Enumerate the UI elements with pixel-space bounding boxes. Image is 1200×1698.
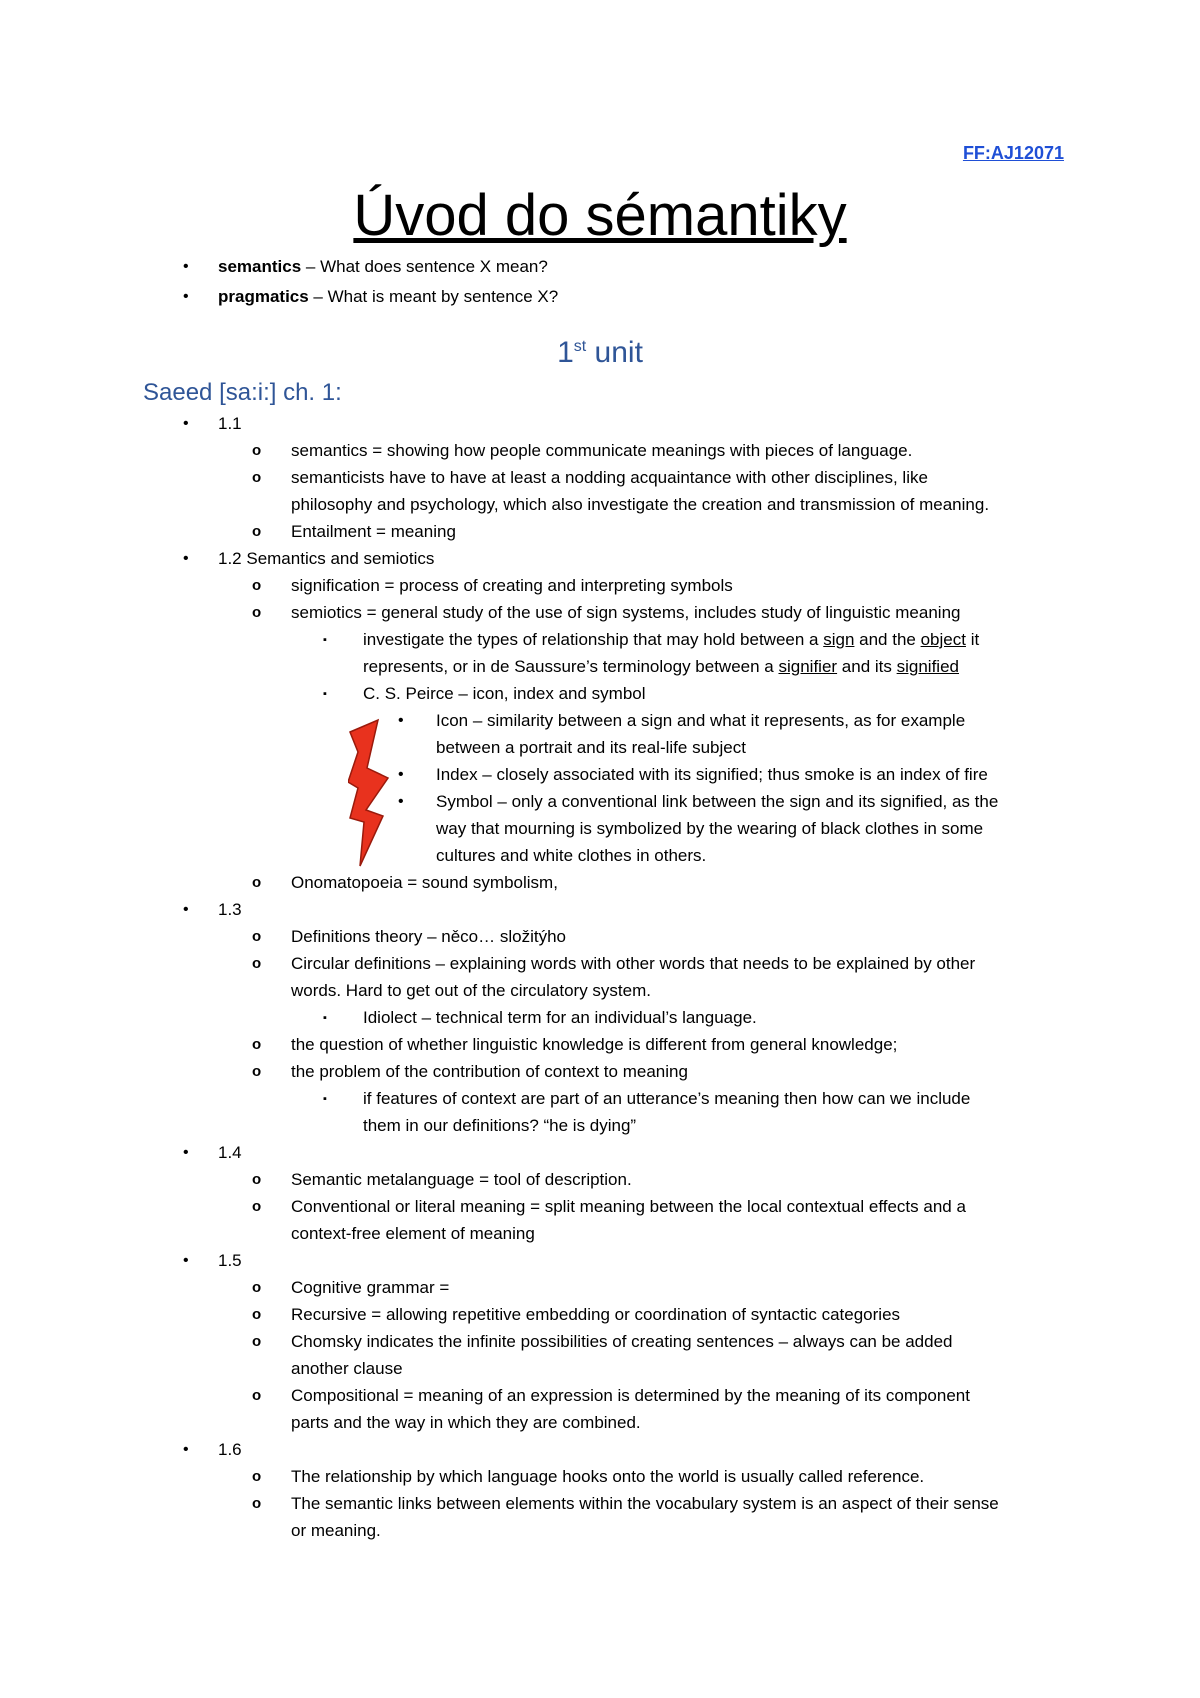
bullet-symbol: • <box>183 901 189 918</box>
list-item-cont: or meaning. <box>291 1521 381 1540</box>
list-item: Chomsky indicates the infinite possibilities of creating sentences – always can be added <box>291 1332 953 1351</box>
bullet-symbol: ▪ <box>323 688 327 700</box>
list-item: the problem of the contribution of context to meaning <box>291 1062 688 1081</box>
unit-sup: st <box>573 338 587 355</box>
list-item: Recursive = allowing repetitive embedding or coordination of syntactic categories <box>291 1305 901 1324</box>
section-1-5: 1.5 <box>218 1251 242 1270</box>
bullet-symbol: o <box>252 1171 262 1188</box>
bullet-symbol: o <box>252 1063 262 1080</box>
term-signifier: signifier <box>778 657 838 676</box>
list-item: Entailment = meaning <box>291 522 456 541</box>
bullet-symbol: o <box>252 577 262 594</box>
bullet-symbol: o <box>252 1387 262 1404</box>
section-1-1: 1.1 <box>218 414 242 433</box>
bullet-symbol: o <box>252 1468 262 1485</box>
list-item: Compositional = meaning of an expression is determined by the meaning of its component <box>291 1386 970 1405</box>
list-item: Index – closely associated with its signified; thus smoke is an index of fire <box>436 765 988 784</box>
list-item: C. S. Peirce – icon, index and symbol <box>363 684 646 703</box>
bullet-symbol: o <box>252 928 262 945</box>
text-segment: represents, or in de Saussure’s terminology between a <box>363 657 779 676</box>
bullet-symbol: • <box>398 766 404 783</box>
list-item-cont: between a portrait and its real-life subject <box>436 738 746 757</box>
list-item: semantics = showing how people communicate meanings with pieces of language. <box>291 441 913 460</box>
unit-number: 1 <box>557 336 574 369</box>
list-item: Definitions theory – něco… složitýho <box>291 927 566 946</box>
bullet-symbol: • <box>183 288 189 305</box>
list-item: semiotics = general study of the use of sign systems, includes study of linguistic meaning <box>291 603 961 622</box>
bullet-symbol: o <box>252 1036 262 1053</box>
section-1-4: 1.4 <box>218 1143 242 1162</box>
bullet-symbol: o <box>252 442 262 459</box>
list-item-cont: context-free element of meaning <box>291 1224 535 1243</box>
lightning-bolt-icon <box>348 718 398 868</box>
text-segment: and the <box>854 630 921 649</box>
bullet-symbol: o <box>252 1495 262 1512</box>
list-item-cont: them in our definitions? “he is dying” <box>363 1116 637 1135</box>
bullet-symbol: • <box>398 793 404 810</box>
list-item: The relationship by which language hooks onto the world is usually called reference. <box>291 1467 925 1486</box>
list-item-cont <box>363 656 959 678</box>
list-item: Icon – similarity between a sign and what it represents, as for example <box>436 711 966 730</box>
unit-heading <box>0 334 1200 372</box>
list-item-cont: philosophy and psychology, which also investigate the creation and transmission of meaning. <box>291 495 990 514</box>
term-object: object <box>920 630 966 649</box>
bullet-symbol: ▪ <box>323 1093 327 1105</box>
list-item: Semantic metalanguage = tool of description. <box>291 1170 632 1189</box>
page-title: Úvod do sémantiky <box>353 183 847 248</box>
list-item: Conventional or literal meaning = split meaning between the local contextual effects and a <box>291 1197 966 1216</box>
list-item: The semantic links between elements within the vocabulary system is an aspect of their sense <box>291 1494 999 1513</box>
intro-semantics <box>218 256 548 278</box>
bullet-symbol: ▪ <box>323 634 327 646</box>
bullet-symbol: • <box>183 1144 189 1161</box>
term-signified: signified <box>896 657 959 676</box>
unit-label: unit <box>586 336 643 369</box>
bullet-symbol: o <box>252 469 262 486</box>
list-item-cont: parts and the way in which they are combined. <box>291 1413 641 1432</box>
section-heading-saeed: Saeed [sa:i:] ch. 1: <box>143 379 342 406</box>
section-1-6: 1.6 <box>218 1440 242 1459</box>
list-item: the question of whether linguistic knowledge is different from general knowledge; <box>291 1035 898 1054</box>
list-item: if features of context are part of an utterance’s meaning then how can we include <box>363 1089 971 1108</box>
text-segment: it <box>965 630 980 649</box>
bullet-symbol: • <box>183 550 189 567</box>
bullet-symbol: • <box>183 1441 189 1458</box>
list-item-cont: way that mourning is symbolized by the wearing of black clothes in some <box>436 819 984 838</box>
list-item <box>363 629 979 651</box>
bullet-symbol: • <box>183 1252 189 1269</box>
list-item-cont: words. Hard to get out of the circulatory system. <box>291 981 651 1000</box>
list-item: Symbol – only a conventional link between the sign and its signified, as the <box>436 792 999 811</box>
document-code: FF:AJ12071 <box>962 143 1064 163</box>
bullet-symbol: o <box>252 1198 262 1215</box>
bullet-symbol: o <box>252 523 262 540</box>
list-item: semanticists have to have at least a nodding acquaintance with other disciplines, like <box>291 468 928 487</box>
term-sign: sign <box>823 630 855 649</box>
term-pragmatics: pragmatics <box>218 287 309 306</box>
list-item-cont: cultures and white clothes in others. <box>436 846 707 865</box>
bullet-symbol: • <box>183 258 189 275</box>
bullet-symbol: o <box>252 1279 262 1296</box>
section-1-2: 1.2 Semantics and semiotics <box>218 549 435 568</box>
intro-pragmatics-text: – What is meant by sentence X? <box>308 287 559 306</box>
bullet-symbol: o <box>252 1306 262 1323</box>
list-item: Circular definitions – explaining words with other words that needs to be explained by other <box>291 954 976 973</box>
bullet-symbol: • <box>398 712 404 729</box>
list-item: signification = process of creating and interpreting symbols <box>291 576 733 595</box>
bullet-symbol: • <box>183 415 189 432</box>
bullet-symbol: o <box>252 955 262 972</box>
bullet-symbol: ▪ <box>323 1012 327 1024</box>
bullet-symbol: o <box>252 1333 262 1350</box>
list-item: Idiolect – technical term for an individual’s language. <box>363 1008 757 1027</box>
text-segment: investigate the types of relationship that may hold between a <box>363 630 824 649</box>
intro-pragmatics <box>218 286 558 308</box>
list-item: Cognitive grammar = <box>291 1278 450 1297</box>
list-item-cont: another clause <box>291 1359 403 1378</box>
text-segment: and its <box>837 657 897 676</box>
bullet-symbol: o <box>252 874 262 891</box>
section-1-3: 1.3 <box>218 900 242 919</box>
intro-semantics-text: – What does sentence X mean? <box>301 257 548 276</box>
bullet-symbol: o <box>252 604 262 621</box>
list-item: Onomatopoeia = sound symbolism, <box>291 873 558 892</box>
term-semantics: semantics <box>218 257 302 276</box>
